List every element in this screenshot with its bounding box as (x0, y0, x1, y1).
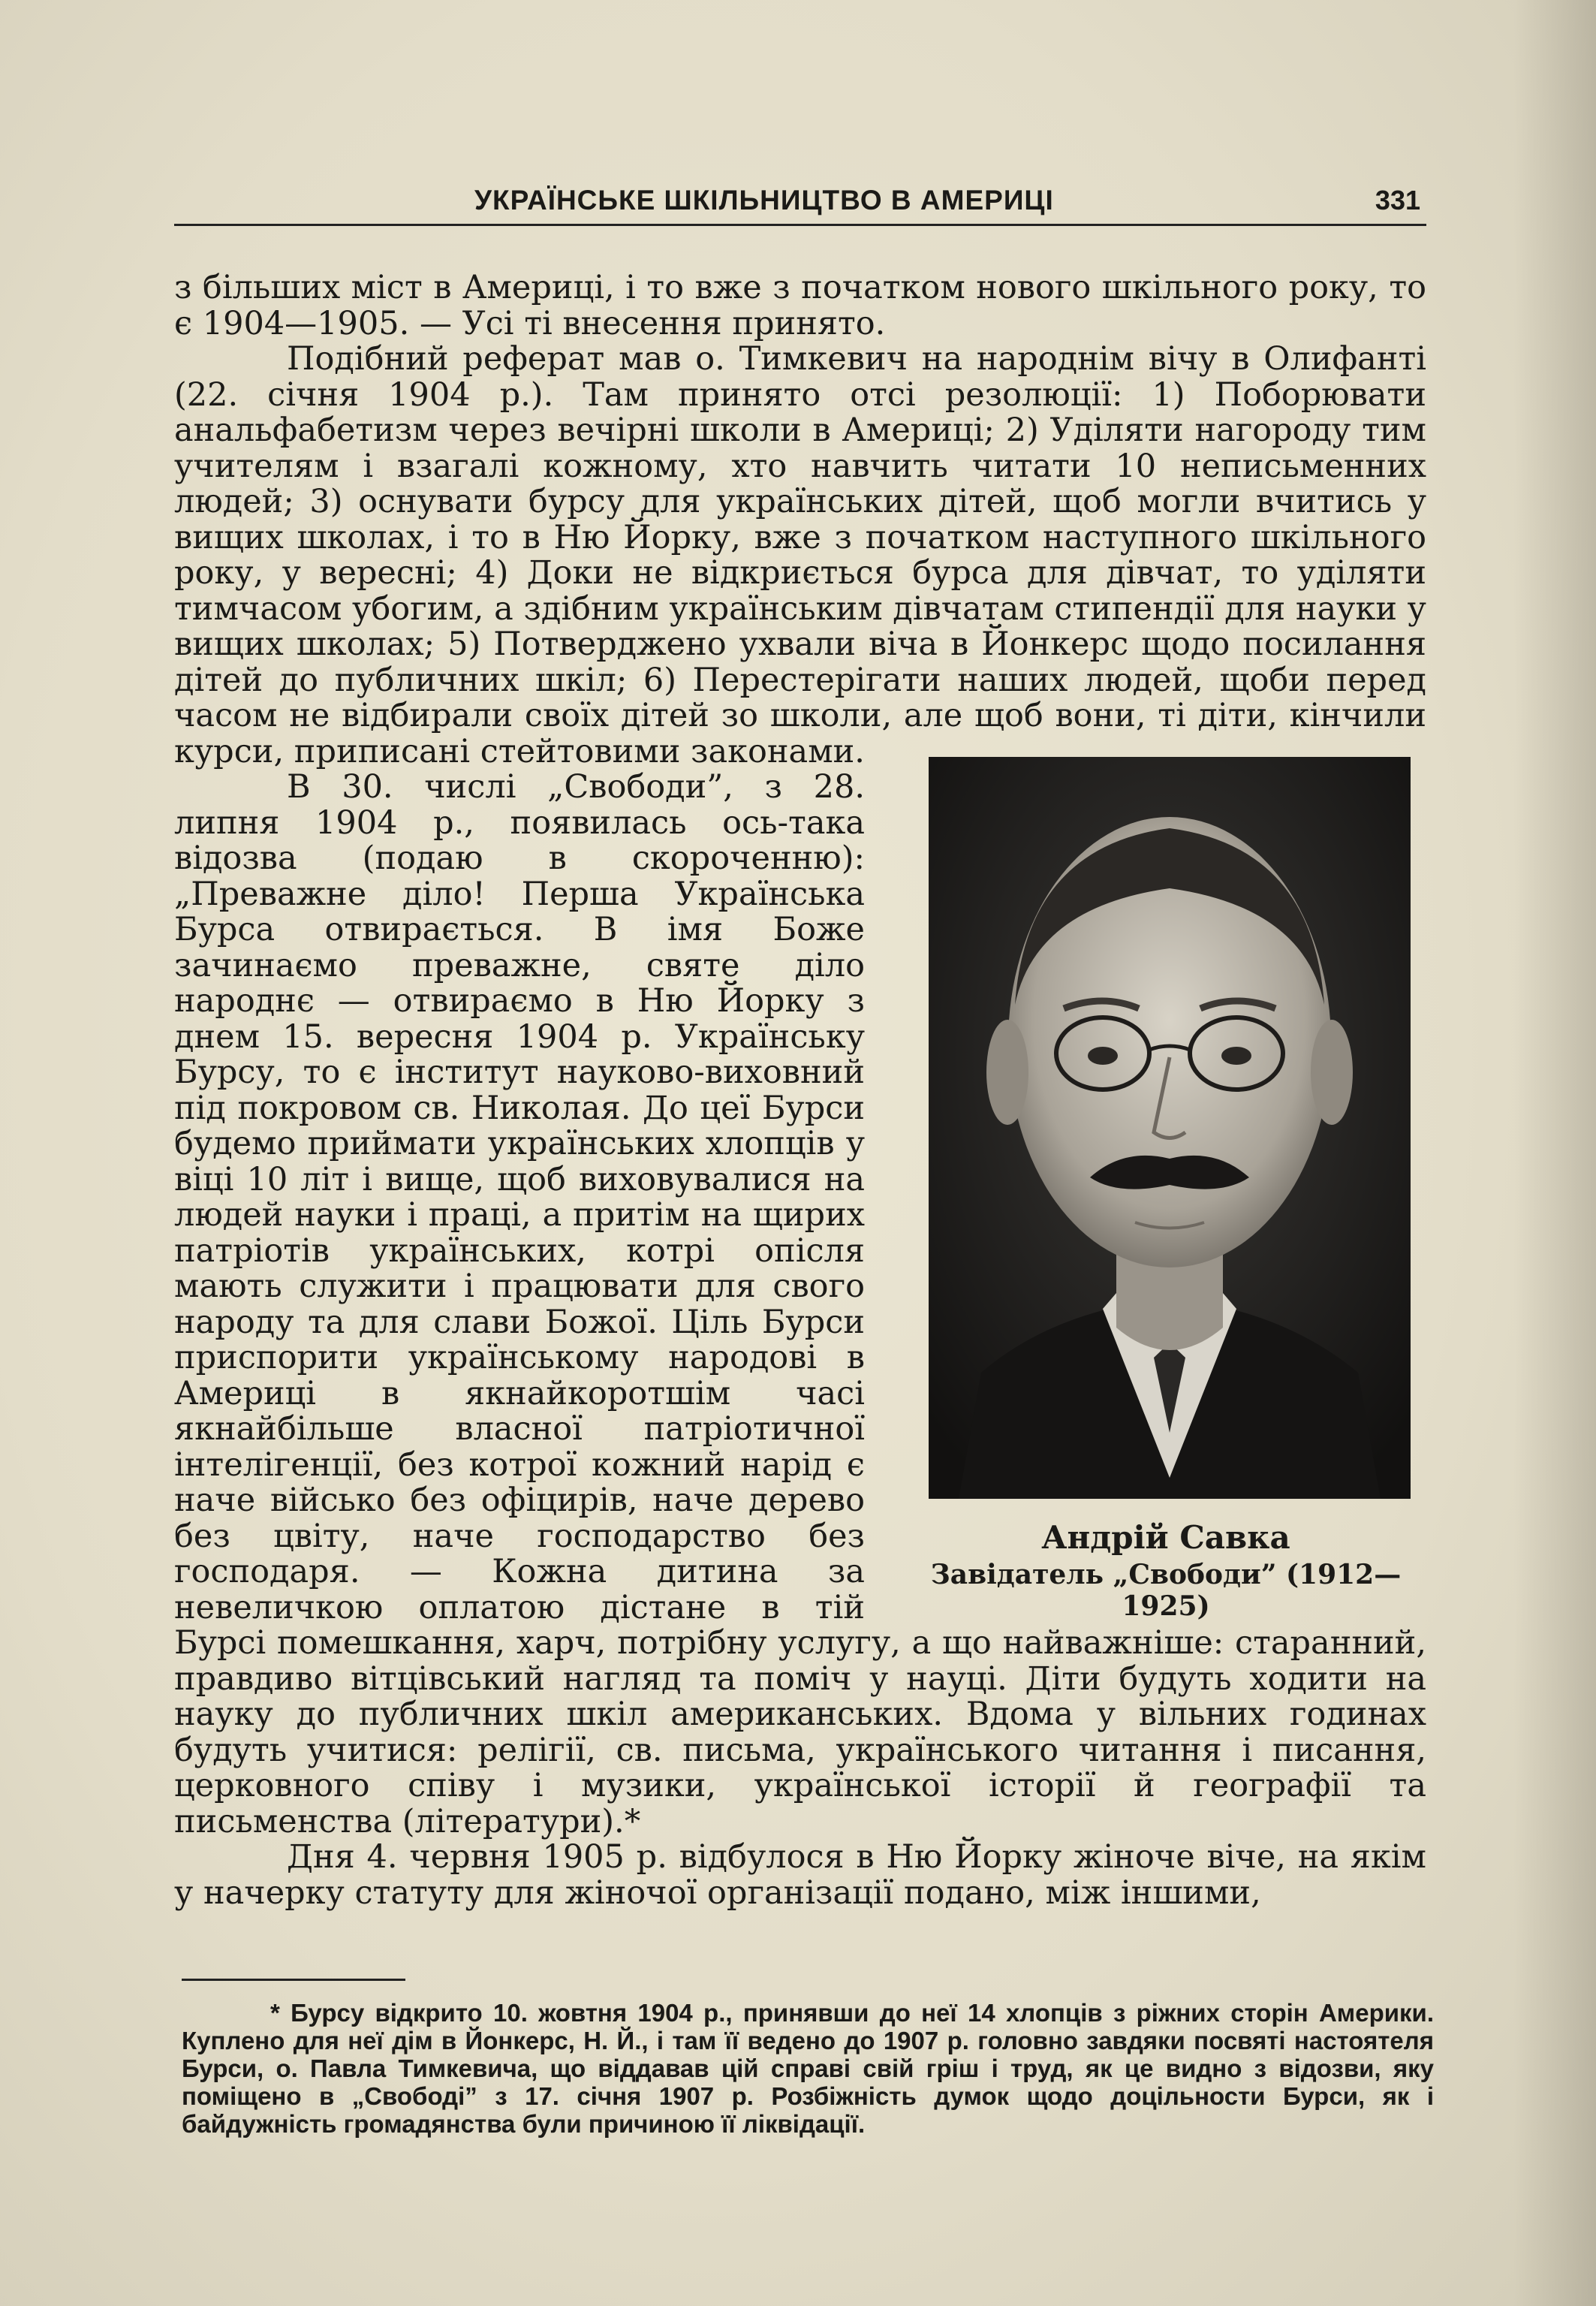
footnote (182, 1999, 1434, 2138)
paragraph-1: з більших міст в Америці, і то вже з початком нового шкільного року, то є 1904—1905. — Усі ті внесення принято. (174, 269, 1426, 342)
portrait-figure (903, 757, 1429, 1622)
footnote-divider (182, 1979, 405, 1981)
page-number: 331 (1375, 185, 1420, 216)
paragraph-2: Подібний реферат мав о. Тимкевич на народнім вічу в Олифанті (22. січня 1904 р.). Там принято отсі резолюції: 1) Поборювати анальфабетизм через вечірні школи в Америці; 2) Уділяти нагороду тим учителям і взагалі кожному, хто навчить читати 10 неписьменних людей; 3) оснувати бурсу для українських дітей, щоб могли вчитись у вищих школах, і то в Ню Йорку, вже з початком наступного шкільного року, у вересні; 4) Доки не відкриється бурса для дівчат, то уділяти тимчасом убогим, а здібним українським дівчатам стипендії для науки у вищих школах; 5) Потверджено ухвали віча в Йонкерс щодо посилання дітей до публичних шкіл; 6) Перестерігати наших людей, щоби перед часом не відбирали своїх дітей зо школи, але щоб вони, ті діти, кінчили курси, приписані стейтовими законами. (174, 340, 1426, 770)
footnote-text: * Бурсу відкрито 10. жовтня 1904 р., принявши до неї 14 хлопців з ріжних сторін Америки. Куплено для неї дім в Йонкерс, Н. Й., і там її ведено до 1907 р. головно завдяки посвяті настоятеля Бурси, о. Павла Тимкевича, що віддавав цій справі свій гріш і труд, як це видно з відозви, яку поміщено в „Свободі” з 17. січня 1907 р. Розбіжність думок щодо доцільности Бурси, як і байдужність громадянства були причиною її ліквідації. (182, 1999, 1434, 2138)
caption-name: Андрій Савка (1041, 1519, 1290, 1556)
portrait-photo (929, 757, 1411, 1499)
paragraph-3: В 30. числі „Свободи”, з 28. липня 1904 р., появилась ось-така відозва (подаю в скороченню): „Преважне діло! Перша Українська Бурса отвирається. В імя Боже зачинаємо преважне, святе діло народнє — отвираємо в Ню Йорку з днем 15. вересня 1904 р. Українську Бурсу, то є інститут науково-виховний під покровом св. Николая. До цеї Бурси будемо приймати українських хлопців у віці 10 літ і вище, щоб виховувалися на людей науки і праці, а притім на щирих патріотів українських, котрі опісля мають служити і працювати для свого народу та для слави Божої. Ціль Бурси приспорити українському народові в Америці в якнайкоротшім часі якнайбільше власної патріотичної інтелігенції, без котрої кожний нарід є наче військо без офіцирів, наче дерево без цвіту, наче господарство без господаря. — Кожна дитина за невеличкою оплатою дістане в тій Бурсі помешкання, харч, потрібну услугу, а що найважніше: старанний, правдиво вітцівський нагляд та поміч у науці. Діти будуть ходити на науку до публичних шкіл американських. Вдома у вільних годинах будуть учитися: релігії, св. письма, українського читання і писання, церковного співу і музики, української історії й географії та письменства (літератури).* (174, 768, 1426, 1840)
caption-subtitle: Завідатель „Свободи” (1912—1925) (930, 1559, 1402, 1622)
page-edge-shadow (1513, 0, 1596, 2306)
portrait-image (929, 757, 1411, 1499)
page-header (174, 179, 1426, 226)
running-head: УКРАЇНСЬКЕ ШКІЛЬНИЦТВО В АМЕРИЦІ (474, 185, 1054, 216)
paragraph-4: Дня 4. червня 1905 р. відбулося в Ню Йорку жіноче віче, на якім у начерку статуту для жіночої організації подано, між іншими, (174, 1838, 1426, 1912)
